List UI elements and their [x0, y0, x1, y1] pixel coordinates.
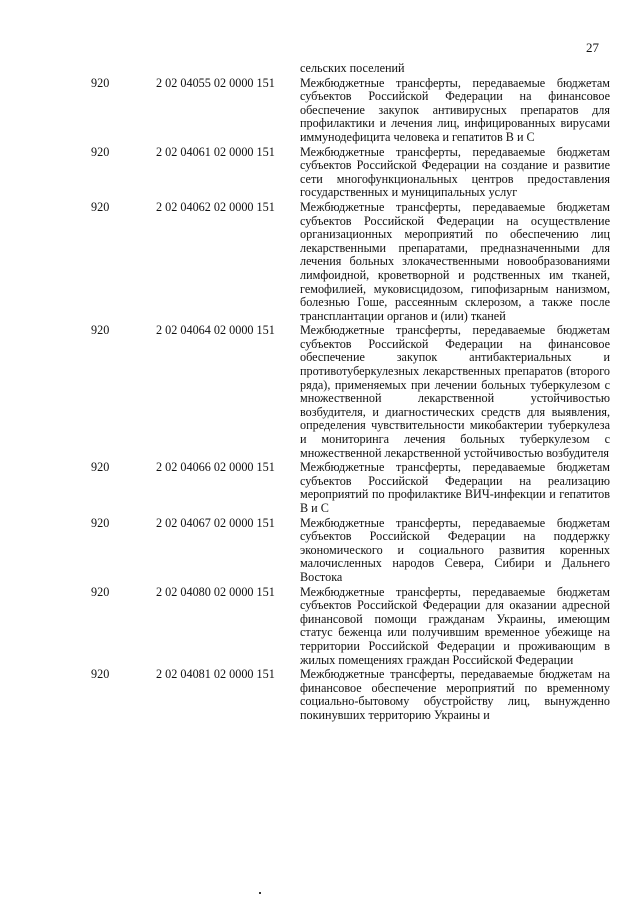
income-description-cell: Межбюджетные трансферты, передаваемые бюджетам субъектов Российской Федерации на осуществление организационных мероприятий по обеспечению лиц лекарственными препаратами, предназначенными для лечения больных злокачественными новообразованиями лимфоидной, кроветворной и родственных им тканей, гемофилией, муковисцидозом, гипофизарным нанизмом, болезнью Гоше, рассеянным склерозом, а также после трансплантации органов и (или) тканей [300, 199, 610, 323]
table-row [0, 201, 640, 323]
income-description-cell: Межбюджетные трансферты, передаваемые бюджетам субъектов Российской Федерации на финансовое обеспечение закупок антибактериальных и противотуберкулезных лекарственных препаратов (второго ряда), применяемых при лечении больных туберкулезом с множественной лекарственной устойчивостью возбудителя, и диагностических средств для выявления, определения чувствительности микобактерии туберкулеза и мониторинга лечения больных туберкулезом с множественной лекарственной устойчивостью возбудителя [300, 323, 610, 460]
table-row [0, 324, 640, 460]
table-row [0, 77, 640, 145]
income-description-cell: Межбюджетные трансферты, передаваемые бюджетам на финансовое обеспечение мероприятий по временному социально-бытовому обустройству лиц, вынужденно покинувших территорию Украины и [300, 667, 610, 722]
admin-code-cell: 920 [91, 323, 110, 338]
scan-artifact-dot [259, 892, 261, 894]
admin-code-cell: 920 [91, 515, 110, 530]
budget-code-cell: 2 02 04067 02 0000 151 [156, 515, 275, 530]
budget-code-cell: 2 02 04066 02 0000 151 [156, 460, 275, 475]
budget-code-cell: 2 02 04055 02 0000 151 [156, 75, 275, 90]
table-row [0, 586, 640, 668]
income-description-cell: Межбюджетные трансферты, передаваемые бюджетам субъектов Российской Федерации для оказании адресной финансовой помощи гражданам Украины, имеющим статус беженца или получившим временное убежище на территории Российской Федерации и проживающим в жилых помещениях граждан Российской Федерации [300, 584, 610, 667]
table-rows [0, 77, 640, 723]
income-description-cell: Межбюджетные трансферты, передаваемые бюджетам субъектов Российской Федерации на реализацию мероприятий по профилактике ВИЧ-инфекции и гепатитов В и С [300, 460, 610, 515]
income-description-cell: Межбюджетные трансферты, передаваемые бюджетам субъектов Российской Федерации на создание и развитие сети многофункциональных центров предоставления государственных и муниципальных услуг [300, 144, 610, 200]
budget-code-cell: 2 02 04062 02 0000 151 [156, 199, 275, 214]
budget-code-cell: 2 02 04061 02 0000 151 [156, 144, 275, 159]
income-description-cell: Межбюджетные трансферты, передаваемые бюджетам субъектов Российской Федерации на поддержку экономического и социального развития коренных малочисленных народов Севера, Сибири и Дальнего Востока [300, 515, 610, 584]
admin-code-cell: 920 [91, 584, 110, 599]
admin-code-cell: 920 [91, 75, 110, 90]
budget-code-cell: 2 02 04080 02 0000 151 [156, 584, 275, 599]
budget-code-cell: 2 02 04081 02 0000 151 [156, 667, 275, 682]
table-row [0, 668, 640, 722]
budget-code-cell: 2 02 04064 02 0000 151 [156, 323, 275, 338]
budget-classification-table [0, 62, 640, 723]
admin-code-cell: 920 [91, 460, 110, 475]
table-row [0, 461, 640, 515]
table-row [0, 146, 640, 200]
table-row [0, 517, 640, 585]
admin-code-cell: 920 [91, 667, 110, 682]
admin-code-cell: 920 [91, 199, 110, 214]
admin-code-cell: 920 [91, 144, 110, 159]
income-description-cell: Межбюджетные трансферты, передаваемые бюджетам субъектов Российской Федерации на финансовое обеспечение закупок антивирусных препаратов для профилактики и лечения лиц, инфицированных вирусами иммунодефицита человека и гепатитов В и С [300, 75, 610, 144]
page-number: 27 [586, 40, 599, 55]
continued-description-text: сельских поселений [300, 61, 405, 75]
